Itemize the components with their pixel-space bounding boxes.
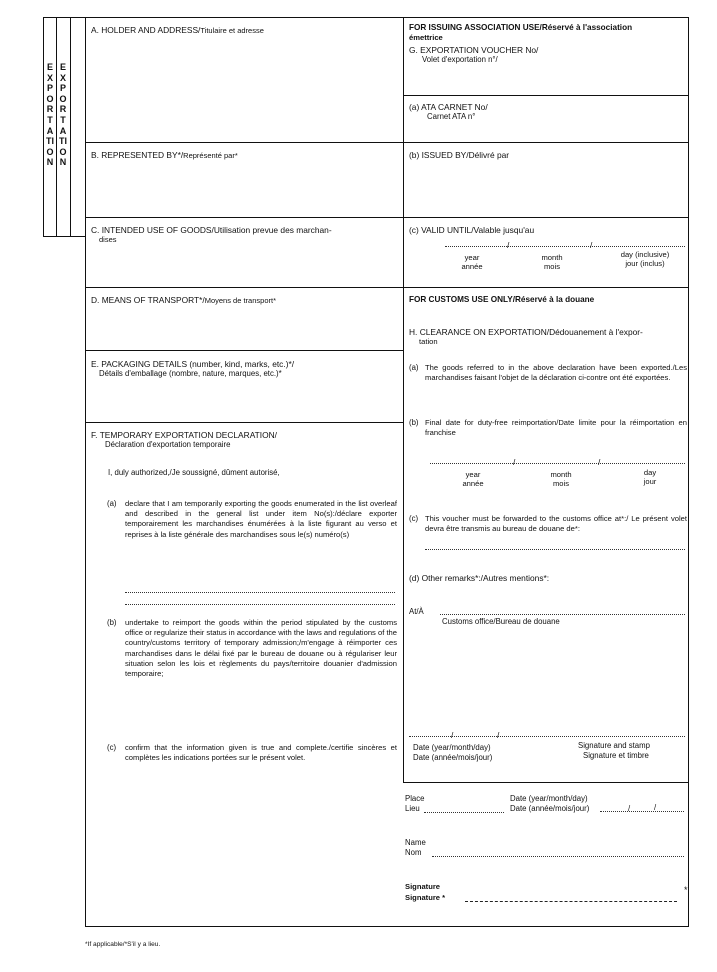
field-f-title-line1: F. TEMPORARY EXPORTATION DECLARATION/ <box>91 430 277 440</box>
field-a-label <box>91 25 264 36</box>
field-d-label <box>91 295 276 306</box>
customs-signature-fr: Signature et timbre <box>583 751 649 760</box>
customs-date-sep1: / <box>451 730 454 740</box>
customs-date-sep2: / <box>497 730 500 740</box>
valid-until-year-fr: année <box>461 262 483 271</box>
signature-label-fr: Signature * <box>405 893 446 902</box>
field-ra-label-line1: (a) ATA CARNET No/ <box>409 102 488 112</box>
field-f-a-text: declare that I am temporarily exporting the goods enumerated in the list overleaf and described in the general list under item No(s):/déclare exporter temporairement les marchandises énumérées à la liste figurant au verso et reprises à la liste générale des marchandises sous le(s) numéro(s) <box>125 499 397 539</box>
packaging-details-input[interactable] <box>88 382 400 419</box>
customs-box-bottom <box>403 782 688 783</box>
name-label-en: Name <box>405 838 426 847</box>
customs-date-fr: Date (année/mois/jour) <box>413 753 493 762</box>
field-g-label-line1: G. EXPORTATION VOUCHER No/ <box>409 45 539 55</box>
field-hb-marker: (b) <box>409 418 419 427</box>
final-date-sep1: / <box>513 457 516 467</box>
row-divider-cd <box>85 287 403 288</box>
signature-end-mark: * <box>684 885 688 895</box>
valid-until-month-fr: mois <box>543 262 561 271</box>
form-right-border <box>688 17 689 927</box>
field-g-label-line2: Volet d'exportation n°/ <box>422 55 498 64</box>
field-a-label-en: A. HOLDER AND ADDRESS/ <box>91 25 201 35</box>
holder-address-input[interactable] <box>88 38 400 138</box>
field-e-label-line1: E. PACKAGING DETAILS (number, kind, marks, etc.)*/ <box>91 359 295 369</box>
field-ha-text: The goods referred to in the above declaration have been exported./Les marchandises faisant l'objet de la déclaration ci-contre ont été exportées. <box>425 363 687 382</box>
field-hb-text: Final date for duty-free reimportation/Date limite pour la réimportation en franchise <box>425 418 687 437</box>
field-f-title-line2: Déclaration d'exportation temporaire <box>105 440 231 449</box>
form-bottom-border <box>85 926 688 927</box>
place-input-line[interactable] <box>424 812 504 813</box>
field-d-label-en: D. MEANS OF TRANSPORT*/ <box>91 295 205 305</box>
field-b-label-en: B. REPRESENTED BY*/ <box>91 150 184 160</box>
final-date-line[interactable] <box>430 463 685 464</box>
field-e-label-line2: Détails d'emballage (nombre, nature, marques, etc.)* <box>99 369 282 378</box>
item-numbers-line-1[interactable] <box>125 592 395 593</box>
field-d-label-fr: Moyens de transport* <box>204 296 276 305</box>
valid-until-day-fr: jour (inclus) <box>625 259 665 268</box>
field-rb-label: (b) ISSUED BY/Délivré par <box>409 150 510 160</box>
issuing-association-header-line2: émettrice <box>409 33 443 42</box>
row-divider-bc <box>85 217 403 218</box>
final-date-year-fr: année <box>462 479 484 488</box>
strip-divider <box>70 17 71 237</box>
column-divider <box>403 17 404 783</box>
field-b-label-fr: Représenté par* <box>183 151 238 160</box>
field-f-c-text: confirm that the information given is true and complete./certifie sincères et complètes les indications portées sur le présent volet. <box>125 743 397 763</box>
field-hd-label: (d) Other remarks*:/Autres mentions*: <box>409 573 550 583</box>
row-divider-ef <box>85 422 403 423</box>
form-left-border <box>85 17 86 927</box>
field-b-label <box>91 150 238 161</box>
field-h-label-line2: tation <box>419 337 438 346</box>
final-date-day: day <box>643 468 657 477</box>
intended-use-input[interactable] <box>88 247 400 284</box>
field-hc-marker: (c) <box>409 514 419 523</box>
signature-label-en: Signature <box>405 882 441 891</box>
item-numbers-line-2[interactable] <box>125 604 395 605</box>
strip-label-left: EXPORTATION <box>46 62 54 168</box>
field-hc-text: This voucher must be forwarded to the customs office at*:/ Le présent volet devra être transmis au bureau de douane de*: <box>425 514 687 533</box>
form-top-border <box>85 17 688 18</box>
valid-until-date-line[interactable] <box>445 246 685 247</box>
field-f-b-marker: (b) <box>107 618 117 627</box>
bottom-date-line[interactable] <box>600 811 684 812</box>
field-rc-label: (c) VALID UNTIL/Valable jusqu'au <box>409 225 535 235</box>
valid-until-year: year <box>464 253 480 262</box>
final-date-sep2: / <box>598 457 601 467</box>
valid-until-sep1: / <box>507 240 510 250</box>
row-divider-de <box>85 350 403 351</box>
issuing-association-header-line1: FOR ISSUING ASSOCIATION USE/Réservé à l'association <box>409 23 633 32</box>
field-f-c-marker: (c) <box>107 743 117 752</box>
customs-signature-en: Signature and stamp <box>578 741 650 750</box>
at-label: At/À <box>409 607 424 616</box>
customs-use-header: FOR CUSTOMS USE ONLY/Réservé à la douane <box>409 295 595 304</box>
name-input-line[interactable] <box>432 856 684 857</box>
row-divider-b-c <box>403 217 688 218</box>
field-c-label-line2: dises <box>99 235 117 244</box>
signature-input-line[interactable] <box>465 901 677 902</box>
field-ha-marker: (a) <box>409 363 419 372</box>
bottom-date-sep1: / <box>628 804 631 813</box>
valid-until-day: day (inclusive) <box>620 250 670 259</box>
exportation-voucher-number-input[interactable] <box>406 66 684 92</box>
place-label-en: Place <box>405 794 425 803</box>
name-label-fr: Nom <box>405 848 422 857</box>
row-divider-a-b <box>403 142 688 143</box>
field-ra-label-line2: Carnet ATA n° <box>427 112 476 121</box>
ata-carnet-number-input[interactable] <box>406 123 684 139</box>
row-divider-g-a <box>403 95 688 96</box>
field-c-label-line1: C. INTENDED USE OF GOODS/Utilisation prevue des marchan- <box>91 225 332 235</box>
bottom-date-en: Date (year/month/day) <box>510 794 588 803</box>
other-remarks-input[interactable] <box>406 630 684 725</box>
strip-label-right: EXPORTATION <box>59 62 67 168</box>
customs-office-caption: Customs office/Bureau de douane <box>442 617 560 626</box>
place-label-fr: Lieu <box>405 804 420 813</box>
final-date-month-fr: mois <box>552 479 570 488</box>
field-a-label-fr: Titulaire et adresse <box>200 26 264 35</box>
customs-office-forward-line[interactable] <box>425 549 685 550</box>
valid-until-month: month <box>541 253 563 262</box>
row-divider-c-customs <box>403 287 688 288</box>
field-f-a-marker: (a) <box>107 499 117 508</box>
represented-by-input[interactable] <box>88 163 400 213</box>
issued-by-input[interactable] <box>406 163 684 213</box>
at-customs-office-line[interactable] <box>440 614 685 615</box>
customs-date-en: Date (year/month/day) <box>413 743 491 752</box>
bottom-date-sep2: / <box>654 803 657 812</box>
field-f-b-text: undertake to reimport the goods within the period stipulated by the customs office or regularize their status in accordance with the laws and regulations of the country/customs territory of temporary admission;/m'engage à réimporter ces marchandises dans le délai fixé par le bureau de douane ou à régulariser leur situation selon les lois et règlements du pays/territoire douanier d'admission temporaire; <box>125 618 397 679</box>
footnote: *If applicable/*S'il y a lieu. <box>85 941 161 948</box>
strip-divider <box>56 17 57 237</box>
valid-until-sep2: / <box>590 240 593 250</box>
final-date-year: year <box>465 470 481 479</box>
means-of-transport-input[interactable] <box>88 308 400 346</box>
final-date-month: month <box>550 470 572 479</box>
final-date-day-fr: jour <box>643 477 657 486</box>
field-f-intro: I, duly authorized,/Je soussigné, dûment autorisé, <box>108 468 280 477</box>
field-h-label-line1: H. CLEARANCE ON EXPORTATION/Dédouanement à l'expor- <box>409 327 643 337</box>
bottom-date-fr: Date (année/mois/jour) <box>510 804 590 813</box>
row-divider-ab <box>85 142 403 143</box>
